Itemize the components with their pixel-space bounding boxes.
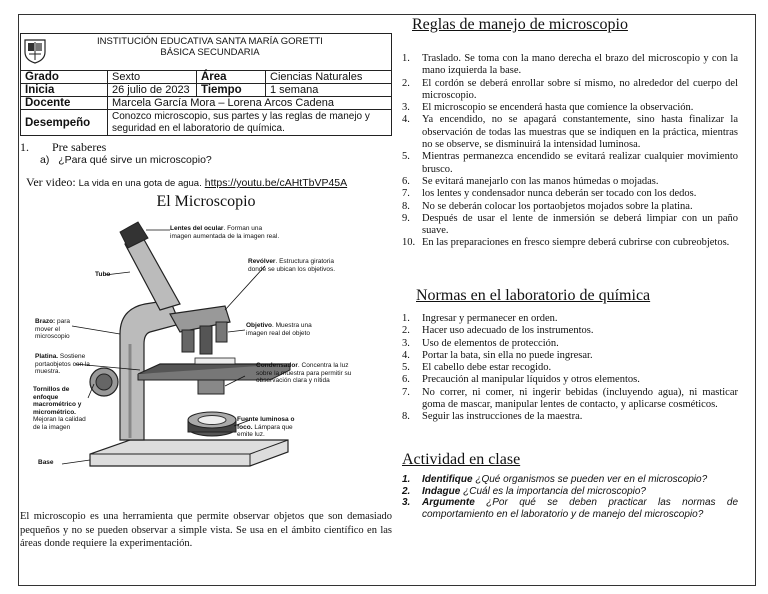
actividad-item bbox=[402, 497, 738, 520]
reglas-item bbox=[402, 78, 738, 103]
video-line bbox=[26, 175, 347, 190]
presaberes-question-text: ¿Para qué sirve un microscopio? bbox=[58, 154, 212, 166]
normas-item-text: Hacer uso adecuado de los instrumentos. bbox=[422, 325, 594, 337]
label-revolver-text: . Estructura giratoria donde se ubican los objetivos. bbox=[248, 258, 336, 273]
label-lentes bbox=[170, 225, 282, 240]
reglas-item-text: No se deberán colocar los portaobjetos mojados sobre la platina. bbox=[422, 200, 693, 212]
label-fuente-text: Lámpara que emite luz. bbox=[237, 423, 293, 438]
normas-item-text: Precaución al manipular líquidos y otros elementos. bbox=[422, 374, 640, 386]
inicia-value: 26 julio de 2023 bbox=[108, 84, 197, 97]
reglas-item-number: 1. bbox=[402, 53, 410, 64]
reglas-item-number: 7. bbox=[402, 188, 410, 200]
normas-item-number: 7. bbox=[402, 386, 410, 398]
normas-item-number: 3. bbox=[402, 337, 410, 349]
label-brazo bbox=[35, 318, 87, 341]
normas-item-text: Uso de elementos de protección. bbox=[422, 337, 559, 349]
normas-item bbox=[402, 338, 738, 350]
normas-item bbox=[402, 374, 738, 386]
label-platina-text: Sostiene portaobjetos con la muestra. bbox=[35, 353, 90, 375]
inicia-label: Inicia bbox=[21, 84, 108, 97]
actividad-item-text: ¿Cuál es la importancia del microscopio? bbox=[460, 485, 646, 497]
normas-item bbox=[402, 362, 738, 374]
reglas-item-number: 10. bbox=[402, 237, 416, 249]
reglas-item-number: 5. bbox=[402, 151, 410, 163]
reglas-item-number: 6. bbox=[402, 175, 410, 187]
desempeno-value: Conozco microscopio, sus partes y las reglas de manejo y seguridad en el laboratorio de química. bbox=[108, 110, 392, 136]
reglas-item bbox=[402, 102, 738, 114]
school-level: BÁSICA SECUNDARIA bbox=[160, 47, 260, 58]
label-tornillos-text: Mejoran la calidad de la imagen bbox=[33, 416, 86, 431]
reglas-item bbox=[402, 114, 738, 151]
microscope-title: El Microscopio bbox=[156, 193, 256, 210]
reglas-item bbox=[402, 237, 738, 249]
presaberes-title: Pre saberes bbox=[52, 140, 107, 154]
presaberes-question bbox=[40, 154, 212, 166]
reglas-item bbox=[402, 201, 738, 213]
reglas-item-text: Después de usar el lente de inmersión se deberá limpiar con un paño suave. bbox=[422, 212, 738, 237]
grado-label: Grado bbox=[21, 71, 108, 84]
normas-item bbox=[402, 411, 738, 423]
actividad-list bbox=[402, 474, 738, 520]
reglas-item-text: En las preparaciones en fresco siempre deberá cubrirse con cubreobjetos. bbox=[422, 237, 730, 249]
normas-item-text: El cabello debe estar recogido. bbox=[422, 362, 552, 374]
label-brazo-title: Brazo: bbox=[35, 318, 56, 325]
area-value: Ciencias Naturales bbox=[266, 71, 392, 84]
actividad-item-label: Identifique bbox=[422, 474, 473, 485]
reglas-item-text: los lentes y condensador nunca deberán ser tocado con los dedos. bbox=[422, 188, 697, 200]
reglas-item bbox=[402, 213, 738, 238]
reglas-list bbox=[402, 53, 738, 250]
label-tornillos-title: Tornillos de enfoque macrométrico y micrométrico. bbox=[33, 386, 82, 416]
label-platina-title: Platina. bbox=[35, 353, 59, 360]
normas-item bbox=[402, 313, 738, 325]
label-objetivo-title: Objetivo bbox=[246, 322, 273, 329]
normas-item-text: Seguir las instrucciones de la maestra. bbox=[422, 411, 583, 423]
docente-value: Marcela García Mora – Lorena Arcos Cadena bbox=[108, 97, 392, 110]
normas-item bbox=[402, 325, 738, 337]
label-base-title: Base bbox=[38, 459, 54, 466]
normas-item-number: 4. bbox=[402, 349, 410, 361]
label-tornillos bbox=[33, 386, 89, 431]
label-objetivo-text: . Muestra una imagen real del objeto bbox=[246, 322, 312, 337]
actividad-item-label: Argumente bbox=[422, 497, 475, 508]
microscope-description: El microscopio es una herramienta que permite observar objetos que son demasiado pequeños y no se pueden observar a simple vista. Se usa en el ámbito científico en las áreas donde requiere la experimentación. bbox=[20, 511, 392, 549]
label-brazo-text: para mover el microscopio bbox=[35, 318, 71, 340]
normas-item-number: 1. bbox=[402, 313, 410, 324]
normas-item bbox=[402, 350, 738, 362]
presaberes-number: 1. bbox=[20, 140, 29, 154]
actividad-item-text: ¿Qué organismos se pueden ver en el microscopio? bbox=[472, 474, 708, 485]
label-fuente bbox=[237, 416, 309, 439]
school-name: INSTITUCIÓN EDUCATIVA SANTA MARÍA GORETTI bbox=[97, 36, 323, 47]
actividad-item-label: Indague bbox=[422, 485, 461, 497]
tiempo-label: Tiempo bbox=[197, 84, 266, 97]
label-tubo-title: Tubo bbox=[95, 271, 111, 278]
actividad-item bbox=[402, 486, 738, 498]
reglas-item-text: El cordón se deberá enrollar sobre sí mismo, no alrededor del cuerpo del microscopio. bbox=[422, 77, 738, 101]
actividad-item-number: 2. bbox=[402, 485, 411, 497]
normas-item-number: 8. bbox=[402, 411, 410, 423]
video-desc: La vida en una gota de agua. bbox=[78, 178, 202, 189]
normas-item-number: 5. bbox=[402, 362, 410, 374]
normas-list bbox=[402, 313, 738, 424]
normas-item-text: Ingresar y permanecer en orden. bbox=[422, 313, 558, 324]
grado-value: Sexto bbox=[108, 71, 197, 84]
reglas-item-number: 9. bbox=[402, 212, 410, 224]
actividad-title: Actividad en clase bbox=[402, 451, 521, 468]
label-revolver-title: Revólver bbox=[248, 258, 276, 265]
presaberes-heading bbox=[20, 140, 106, 155]
reglas-item bbox=[402, 188, 738, 200]
label-lentes-text: . Forman una imagen aumentada de la imagen real. bbox=[170, 225, 280, 240]
reglas-item-number: 2. bbox=[402, 77, 410, 89]
reglas-item-number: 3. bbox=[402, 102, 410, 114]
docente-label: Docente bbox=[21, 97, 108, 110]
reglas-item bbox=[402, 151, 738, 176]
label-condensador bbox=[256, 362, 356, 385]
reglas-item-number: 4. bbox=[402, 114, 410, 126]
info-table bbox=[20, 70, 392, 136]
normas-item-text: No correr, ni comer, ni ingerir bebidas (incluyendo agua), ni masticar goma de mascar, manipular lentes de contacto, y aplicarse cosméticos. bbox=[422, 386, 738, 411]
school-title bbox=[60, 36, 360, 58]
actividad-item-number: 1. bbox=[402, 474, 411, 485]
label-objetivo bbox=[246, 322, 328, 337]
label-base bbox=[38, 459, 54, 467]
actividad-item bbox=[402, 474, 738, 486]
video-prefix: Ver video: bbox=[26, 175, 76, 189]
normas-item-number: 6. bbox=[402, 374, 410, 386]
label-condensador-text: . Concentra la luz sobre la muestra para permitir su observación clara y nítida bbox=[256, 362, 352, 384]
area-label: Área bbox=[197, 71, 266, 84]
normas-item bbox=[402, 387, 738, 412]
actividad-item-number: 3. bbox=[402, 497, 411, 508]
reglas-item-text: Mientras permanezca encendido se evitará realizar cualquier movimiento brusco. bbox=[422, 151, 738, 175]
normas-item-text: Portar la bata, sin ella no puede ingresar. bbox=[422, 349, 593, 361]
label-lentes-title: Lentes del ocular bbox=[170, 225, 224, 232]
actividad-item-text: ¿Por qué se deben practicar las normas de comportamiento en el laboratorio y de manejo del microscopio? bbox=[422, 497, 738, 520]
tiempo-value: 1 semana bbox=[266, 84, 392, 97]
normas-item-number: 2. bbox=[402, 325, 410, 337]
video-link[interactable]: https://youtu.be/cAHtTbVP45A bbox=[204, 177, 348, 189]
label-platina bbox=[35, 353, 91, 376]
reglas-item-text: Ya encendido, no se apagará constantemente, sino hasta finalizar la observación de todas las muestras que se indiquen en la práctica, mientras no se observe, se disminuirá la intensidad luminosa. bbox=[422, 114, 738, 151]
normas-title: Normas en el laboratorio de química bbox=[416, 287, 651, 304]
reglas-item bbox=[402, 176, 738, 188]
label-fuente-title: Fuente luminosa o foco. bbox=[237, 416, 295, 431]
reglas-item-text: Se evitará manejarlo con las manos húmedas o mojadas. bbox=[422, 175, 659, 187]
presaberes-letter: a) bbox=[40, 154, 50, 166]
reglas-item-number: 8. bbox=[402, 200, 410, 212]
label-condensador-title: Condensador bbox=[256, 362, 298, 369]
reglas-item bbox=[402, 53, 738, 78]
reglas-item-text: El microscopio se encenderá hasta que comience la observación. bbox=[422, 102, 694, 114]
label-tubo bbox=[95, 271, 110, 279]
label-revolver bbox=[248, 258, 340, 273]
school-crest-icon bbox=[24, 38, 46, 64]
desempeno-label: Desempeño bbox=[21, 110, 108, 136]
reglas-title: Reglas de manejo de microscopio bbox=[412, 16, 628, 33]
reglas-item-text: Traslado. Se toma con la mano derecha el brazo del microscopio y con la mano izquierda la base. bbox=[422, 53, 738, 77]
